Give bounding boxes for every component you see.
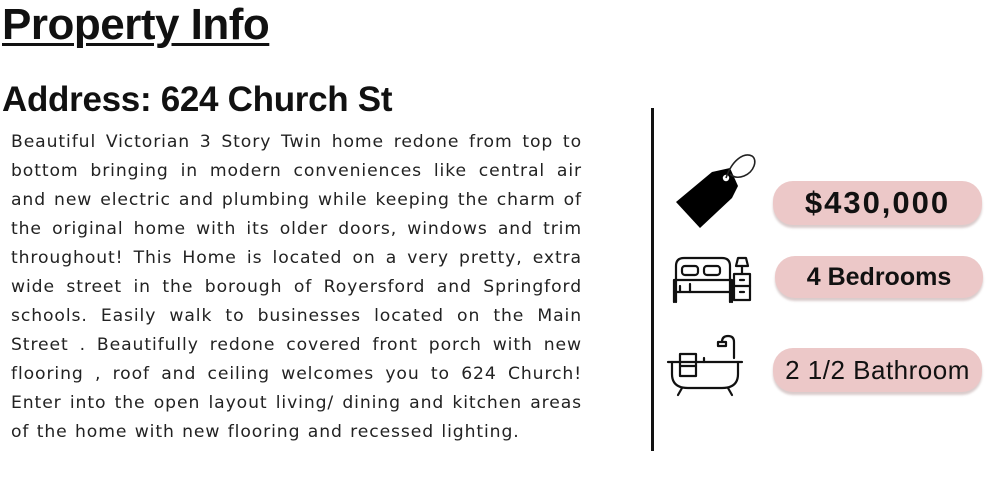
bathrooms-value: 2 1/2 Bathroom [785, 354, 970, 385]
property-address: Address: 624 Church St [2, 80, 393, 119]
vertical-divider [651, 108, 654, 451]
price-tag-icon [672, 150, 758, 230]
property-description: Beautiful Victorian 3 Story Twin home redone from top to bottom bringing in modern conveniences like central air and new electric and plumbing while keeping the charm of the original home with its older doors, windows and trim throughout! This Home is located on a very pretty, extra wide street in the borough of Royersford and Springford schools. Easily walk to businesses located on the Main Street . Beautifully redone covered front porch with new flooring , roof and ceiling welcomes you to 624 Church! Enter into the open layout living/ dining and kitchen areas of the home with new flooring and recessed lighting. [11, 132, 582, 442]
price-badge [773, 181, 982, 225]
bedrooms-badge [775, 256, 983, 298]
bathtub-icon [664, 332, 746, 398]
bedrooms-value: 4 Bedrooms [806, 262, 952, 291]
bed-icon [670, 246, 754, 306]
price-value: $430,000 [804, 185, 951, 220]
page-title: Property Info [2, 0, 270, 49]
bathrooms-badge [773, 348, 982, 392]
